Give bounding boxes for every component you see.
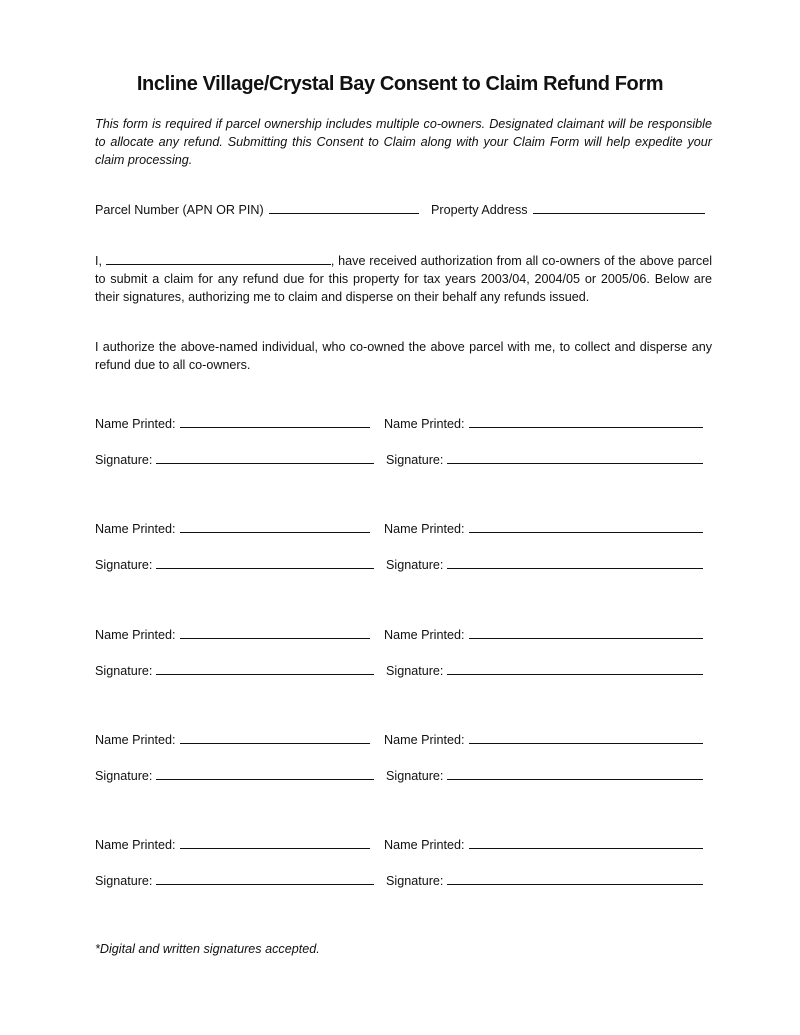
claimant-name-field[interactable] (106, 252, 331, 265)
parcel-number-label: Parcel Number (APN OR PIN) (95, 203, 264, 217)
name-printed-left-row (95, 415, 370, 433)
signature-right-field[interactable] (447, 767, 703, 780)
signature-left-label: Signature: (95, 769, 153, 783)
authorize-paragraph: I authorize the above-named individual, who co-owned the above parcel with me, to collect and disperse any refund due to all co-owners. (95, 340, 712, 372)
signature-right-label: Signature: (386, 453, 444, 467)
name-printed-left-row (95, 731, 370, 749)
signature-left-row (95, 872, 374, 890)
name-printed-left-field[interactable] (180, 415, 370, 428)
name-printed-left-field[interactable] (180, 520, 370, 533)
name-printed-right-row (384, 415, 703, 433)
name-printed-right-field[interactable] (469, 836, 703, 849)
name-printed-left-label: Name Printed: (95, 417, 176, 431)
name-printed-right-label: Name Printed: (384, 838, 465, 852)
intro-paragraph: This form is required if parcel ownership includes multiple co-owners. Designated claimant will be responsible to allocate any refund. Submitting this Consent to Claim along with your Claim Form will help expedite your claim processing. (95, 117, 712, 167)
signature-left-row (95, 556, 374, 574)
claimant-paragraph (95, 252, 712, 306)
signature-left-label: Signature: (95, 874, 153, 888)
footnote: *Digital and written signatures accepted. (95, 942, 320, 956)
signature-right-row (386, 451, 703, 469)
name-printed-right-field[interactable] (469, 731, 703, 744)
property-address-label: Property Address (431, 203, 528, 217)
name-printed-right-row (384, 626, 703, 644)
signature-right-field[interactable] (447, 451, 703, 464)
name-printed-right-label: Name Printed: (384, 522, 465, 536)
name-printed-right-row (384, 836, 703, 854)
name-printed-left-row (95, 836, 370, 854)
name-printed-left-label: Name Printed: (95, 733, 176, 747)
name-printed-left-field[interactable] (180, 836, 370, 849)
name-printed-left-field[interactable] (180, 731, 370, 744)
name-printed-right-label: Name Printed: (384, 417, 465, 431)
signature-left-row (95, 451, 374, 469)
property-address-field[interactable] (533, 201, 705, 214)
name-printed-right-field[interactable] (469, 520, 703, 533)
signature-right-label: Signature: (386, 558, 444, 572)
signature-right-row (386, 662, 703, 680)
name-printed-right-field[interactable] (469, 415, 703, 428)
signature-right-row (386, 872, 703, 890)
page-title: Incline Village/Crystal Bay Consent to Claim Refund Form (136, 73, 664, 95)
signature-right-label: Signature: (386, 769, 444, 783)
signature-right-label: Signature: (386, 874, 444, 888)
signature-left-label: Signature: (95, 453, 153, 467)
signature-left-label: Signature: (95, 664, 153, 678)
name-printed-left-row (95, 626, 370, 644)
name-printed-right-field[interactable] (469, 626, 703, 639)
signature-right-row (386, 556, 703, 574)
parcel-number-field[interactable] (269, 201, 419, 214)
name-printed-right-row (384, 520, 703, 538)
signature-left-field[interactable] (156, 556, 374, 569)
name-printed-right-label: Name Printed: (384, 733, 465, 747)
address-row (431, 201, 705, 219)
signature-right-field[interactable] (447, 556, 703, 569)
signature-left-field[interactable] (156, 767, 374, 780)
signature-right-label: Signature: (386, 664, 444, 678)
signature-right-row (386, 767, 703, 785)
name-printed-left-label: Name Printed: (95, 522, 176, 536)
name-printed-right-row (384, 731, 703, 749)
parcel-row (95, 201, 419, 219)
name-printed-left-field[interactable] (180, 626, 370, 639)
name-printed-left-label: Name Printed: (95, 628, 176, 642)
signature-left-label: Signature: (95, 558, 153, 572)
name-printed-right-label: Name Printed: (384, 628, 465, 642)
claimant-prefix: I, (95, 254, 102, 268)
name-printed-left-row (95, 520, 370, 538)
signature-left-row (95, 767, 374, 785)
signature-left-row (95, 662, 374, 680)
signature-left-field[interactable] (156, 451, 374, 464)
signature-right-field[interactable] (447, 872, 703, 885)
signature-right-field[interactable] (447, 662, 703, 675)
signature-left-field[interactable] (156, 662, 374, 675)
name-printed-left-label: Name Printed: (95, 838, 176, 852)
signature-left-field[interactable] (156, 872, 374, 885)
claimant-text: , have received authorization from all co-owners of the above parcel to submit a claim for any refund due for this property for tax years 2003/04, 2004/05 or 2005/06. Below are their signatures, authorizing me to claim and disperse on their behalf any refunds issued. (95, 254, 713, 304)
